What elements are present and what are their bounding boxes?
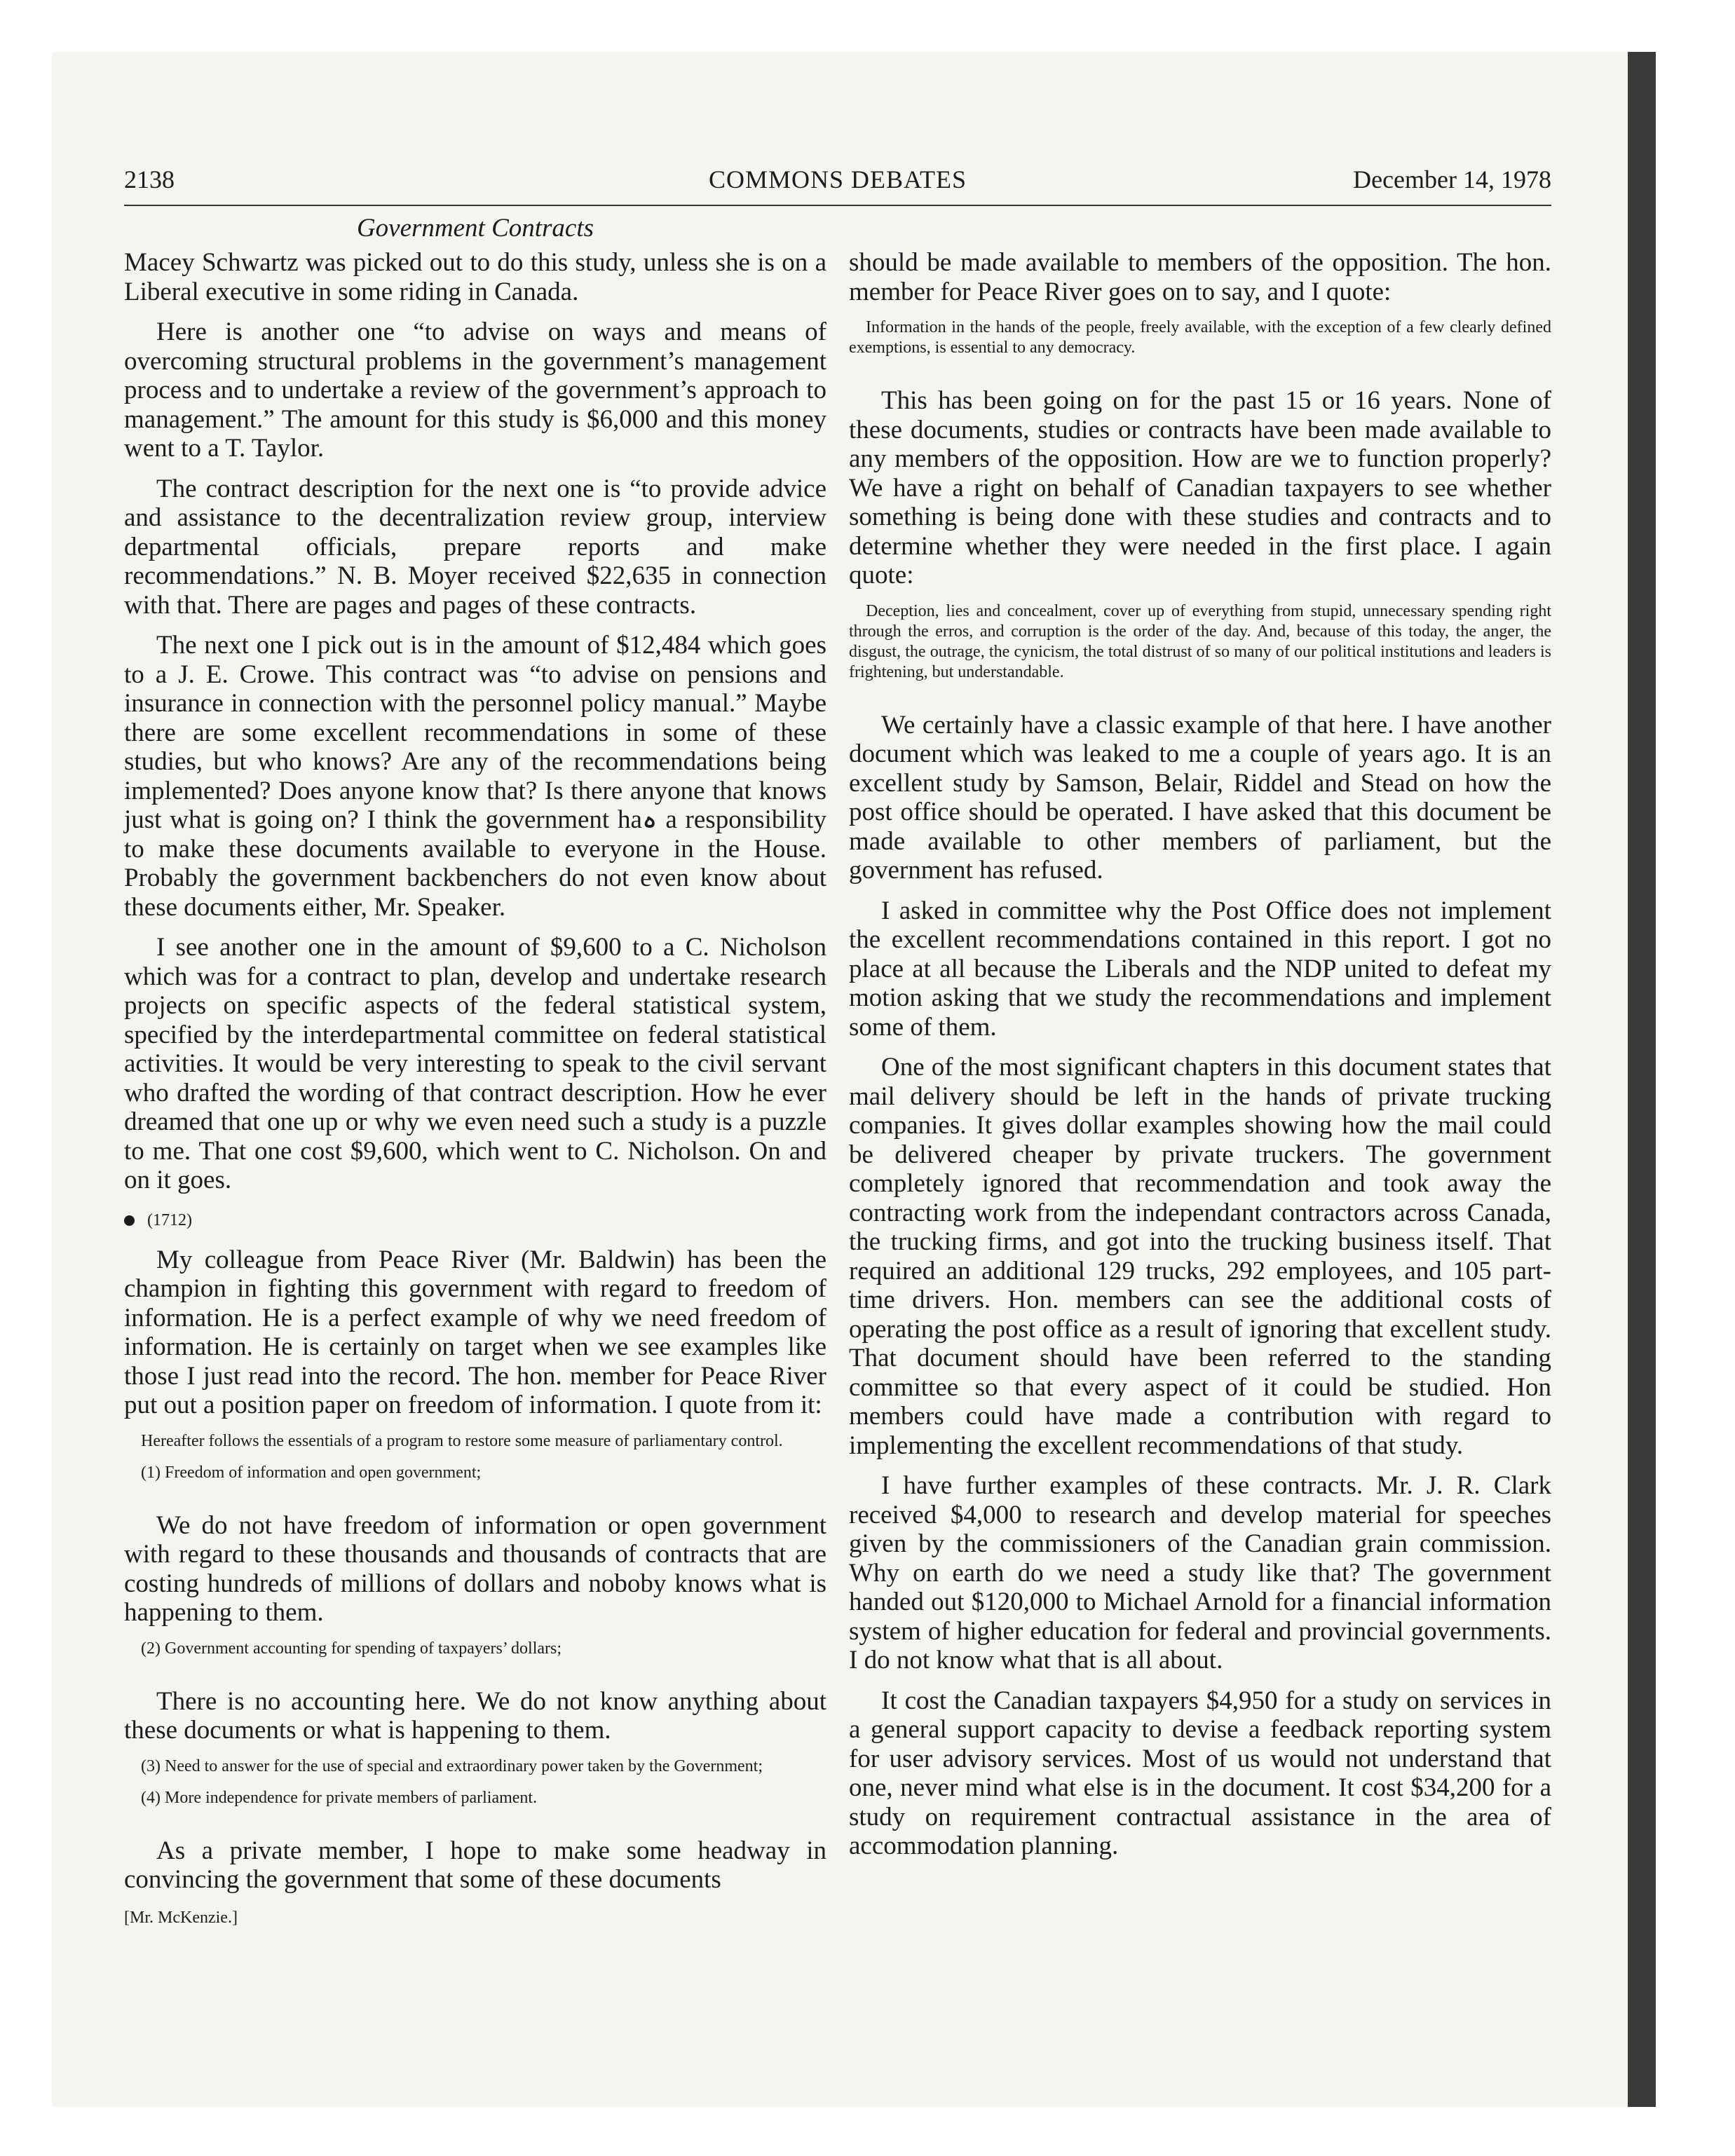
- publication-date: December 14, 1978: [1353, 165, 1551, 193]
- time-marker: [124, 1206, 826, 1234]
- paragraph: One of the most significant chapters in this document states that mail delivery should be left in the hands of private trucking companies. It gives dollar examples showing how the mail could be delivered cheaper by private truckers. The government completely ignored that recommendation and took away the contracting work from the independant contractors across Canada, the trucking firms, and got into the trucking business itself. That required an additional 129 trucks, 292 employees, and 105 part-time drivers. Hon. members can see the additional costs of operating the post office as a result of ignoring that excellent study. That document should have been referred to the standing committee so that every aspect of it could be studied. Hon members could have made a contribution with regard to implementing the excellent recommendations of that study.: [849, 1053, 1551, 1460]
- paragraph: My colleague from Peace River (Mr. Baldwin) has been the champion in fighting this government with regard to freedom of information. He is a perfect example of why we need freedom of information. He is certainly on target when we see examples like those I just read into the record. The hon. member for Peace River put out a position paper on freedom of information. I quote from it:: [124, 1245, 826, 1419]
- section-title: Government Contracts: [356, 214, 594, 243]
- page-header: [124, 165, 1551, 206]
- paragraph: There is no accounting here. We do not know anything about these documents or what is happening to them.: [124, 1686, 826, 1745]
- left-column: [124, 248, 826, 1928]
- quotation: (1) Freedom of information and open government;: [141, 1463, 482, 1482]
- quotation: (2) Government accounting for spending of taxpayers’ dollars;: [141, 1639, 562, 1658]
- paragraph: We do not have freedom of information or open government with regard to these thousands and thousands of contracts that are costing hundreds of millions of dollars and noboby knows what is happening to them.: [124, 1510, 826, 1627]
- paragraph: The contract description for the next one is “to provide advice and assistance to the decentralization review group, interview departmental officials, prepare reports and make recommendations.” N. B. Moyer received $22,635 in connection with that. There are pages and pages of these contracts.: [124, 474, 826, 620]
- paragraph: The next one I pick out is in the amount of $12,484 which goes to a J. E. Crowe. This contract was “to advise on pensions and insurance in connection with the personnel policy manual.” Maybe there are some excellent recommendations in some of these studies, but who knows? Are any of the recommendations being implemented? Does anyone know that? Is there anyone that knows just what is going on? I think the government haہ a responsibility to make these documents available to everyone in the House. Probably the government backbenchers do not even know about these documents either, Mr. Speaker.: [124, 631, 826, 922]
- scan-edge-bar: [1628, 52, 1656, 2107]
- quotation: (4) More independence for private members of parliament.: [141, 1788, 538, 1807]
- paragraph: We certainly have a classic example of that here. I have another document which was leaked to me a couple of years ago. It is an excellent study by Samson, Belair, Riddel and Stead on how the post office should be operated. I have asked that this document be made available to other members of parliament, but the government has refused.: [849, 710, 1551, 885]
- paragraph: Here is another one “to advise on ways and means of overcoming structural problems in the government’s management process and to undertake a review of the government’s approach to management.” The amount for this study is $6,000 and this money went to a T. Taylor.: [124, 318, 826, 463]
- paragraph: should be made available to members of the opposition. The hon. member for Peace River goes on to say, and I quote:: [849, 248, 1551, 306]
- paragraph: I asked in committee why the Post Office does not implement the excellent recommendations contained in this report. I got no place at all because the Liberals and the NDP united to defeat my motion asking that we study the recommendations and implement some of them.: [849, 896, 1551, 1042]
- speaker-attribution: [Mr. McKenzie.]: [124, 1908, 238, 1927]
- bullet-dot-icon: [124, 1215, 135, 1226]
- quotation: Deception, lies and concealment, cover up of everything from stupid, unnecessary spending right through the erros, and corruption is the order of the day. And, because of this today, the anger, the disgust, the outrage, the cynicism, the total distrust of so many of our political institutions and leaders is frightening, but understandable.: [849, 601, 1551, 681]
- paragraph: It cost the Canadian taxpayers $4,950 for a study on services in a general support capacity to devise a feedback reporting system for user advisory services. Most of us would not understand that one, never mind what else is in the document. It cost $34,200 for a study on requirement contractual assistance in the area of accommodation planning.: [849, 1686, 1551, 1860]
- paragraph: I see another one in the amount of $9,600 to a C. Nicholson which was for a contract to plan, develop and undertake research projects on specific aspects of the federal statistical system, specified by the interdepartmental committee on federal statistical activities. It would be very interesting to speak to the civil servant who drafted the wording of that contract description. How he ever dreamed that one up or why we even need such a study is a puzzle to me. That one cost $9,600, which went to C. Nicholson. On and on it goes.: [124, 933, 826, 1194]
- publication-title: COMMONS DEBATES: [708, 165, 967, 193]
- paragraph: I have further examples of these contracts. Mr. J. R. Clark received $4,000 to research and develop material for speeches given by the commissioners of the Canadian grain commission. Why on earth do we need a study like that? The government handed out $120,000 to Michael Arnold for a financial information system of higher education for federal and provincial governments. I do not know what that is all about.: [849, 1471, 1551, 1674]
- quotation: Hereafter follows the essentials of a program to restore some measure of parliamentary control.: [141, 1431, 783, 1450]
- time-marker-text: (1712): [147, 1210, 192, 1229]
- paragraph: This has been going on for the past 15 or 16 years. None of these documents, studies or contracts have been made available to any members of the opposition. How are we to function properly? We have a right on behalf of Canadian taxpayers to see whether something is being done with these studies and contracts and to determine whether they were needed in the first place. I again quote:: [849, 386, 1551, 589]
- quotation: (3) Need to answer for the use of special and extraordinary power taken by the Government;: [141, 1756, 763, 1775]
- paragraph: As a private member, I hope to make some headway in convincing the government that some of these documents: [124, 1836, 826, 1894]
- paragraph: Macey Schwartz was picked out to do this study, unless she is on a Liberal executive in some riding in Canada.: [124, 248, 826, 306]
- quotation: Information in the hands of the people, freely available, with the exception of a few clearly defined exemptions, is essential to any democracy.: [849, 318, 1551, 357]
- right-column: [849, 248, 1551, 1872]
- page-number: 2138: [124, 165, 175, 193]
